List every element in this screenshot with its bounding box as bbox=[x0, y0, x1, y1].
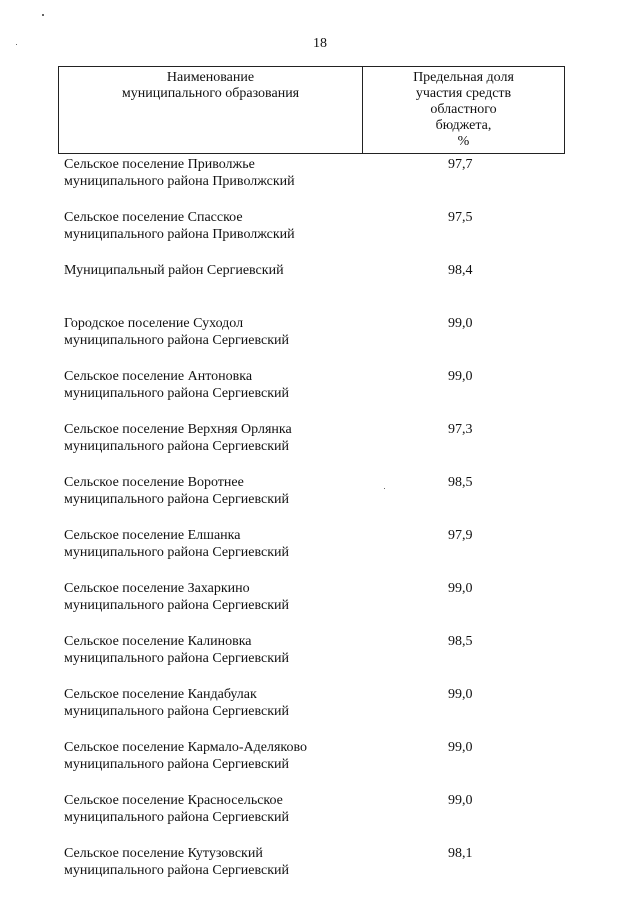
table-row bbox=[64, 421, 564, 474]
municipality-name bbox=[64, 580, 424, 614]
budget-share-value: 97,9 bbox=[448, 528, 473, 543]
municipality-name-line: муниципального района Сергиевский bbox=[64, 863, 290, 878]
municipality-name bbox=[64, 315, 424, 349]
municipality-name-line: муниципального района Сергиевский bbox=[64, 651, 290, 666]
municipality-name-line: Муниципальный район Сергиевский bbox=[64, 263, 284, 278]
municipality-name bbox=[64, 421, 424, 455]
municipality-name bbox=[64, 686, 424, 720]
municipality-name-line: Сельское поселение Елшанка bbox=[64, 528, 241, 543]
municipality-name-line: Сельское поселение Красносельское bbox=[64, 793, 283, 808]
budget-share-value: 98,4 bbox=[448, 263, 473, 278]
table-row bbox=[64, 315, 564, 368]
municipality-name-line: Сельское поселение Калиновка bbox=[64, 634, 252, 649]
municipality-name-line: муниципального района Сергиевский bbox=[64, 757, 290, 772]
municipality-name bbox=[64, 368, 424, 402]
header-budget-share bbox=[363, 67, 564, 153]
header-share-line: Предельная доля bbox=[413, 70, 514, 85]
header-municipality-name bbox=[59, 67, 363, 153]
municipality-name bbox=[64, 527, 424, 561]
municipality-name-line: муниципального района Сергиевский bbox=[64, 598, 290, 613]
municipality-name-line: Сельское поселение Антоновка bbox=[64, 369, 253, 384]
table-row bbox=[64, 845, 564, 898]
municipality-name-line: муниципального района Сергиевский bbox=[64, 333, 290, 348]
municipality-name bbox=[64, 209, 424, 243]
municipality-name bbox=[64, 845, 424, 879]
scan-speck bbox=[42, 14, 44, 16]
municipality-name-line: Сельское поселение Приволжье bbox=[64, 157, 255, 172]
budget-share-value: 99,0 bbox=[448, 316, 473, 331]
municipality-name-line: муниципального района Приволжский bbox=[64, 227, 295, 242]
table-row bbox=[64, 262, 564, 315]
municipality-name bbox=[64, 156, 424, 190]
municipality-name-line: муниципального района Сергиевский bbox=[64, 704, 290, 719]
municipality-name-line: муниципального района Сергиевский bbox=[64, 386, 290, 401]
municipality-name bbox=[64, 792, 424, 826]
header-share-line: участия средств bbox=[415, 86, 512, 101]
municipality-name-line: муниципального района Сергиевский bbox=[64, 545, 290, 560]
budget-share-value: 97,7 bbox=[448, 157, 473, 172]
budget-share-value: 98,5 bbox=[448, 634, 473, 649]
municipality-name-line: Сельское поселение Кармало-Аделяково bbox=[64, 740, 308, 755]
municipality-name bbox=[64, 739, 424, 773]
municipality-name bbox=[64, 474, 424, 508]
municipality-name-line: Сельское поселение Кандабулак bbox=[64, 687, 257, 702]
budget-share-value: 99,0 bbox=[448, 793, 473, 808]
header-name-line: муниципального образования bbox=[121, 86, 300, 101]
municipality-name-line: Сельское поселение Кутузовский bbox=[64, 846, 263, 861]
municipality-name-line: Сельское поселение Воротнее bbox=[64, 475, 244, 490]
budget-share-value: 97,3 bbox=[448, 422, 473, 437]
municipality-name-line: Сельское поселение Верхняя Орлянка bbox=[64, 422, 292, 437]
table-row bbox=[64, 209, 564, 262]
municipality-name-line: муниципального района Сергиевский bbox=[64, 492, 290, 507]
municipality-name-line: Сельское поселение Спасское bbox=[64, 210, 243, 225]
header-share-line: бюджета, bbox=[435, 118, 492, 133]
table-row bbox=[64, 633, 564, 686]
budget-share-value: 98,1 bbox=[448, 846, 473, 861]
table-body bbox=[64, 156, 564, 898]
budget-share-value: 99,0 bbox=[448, 581, 473, 596]
budget-share-value: 99,0 bbox=[448, 369, 473, 384]
budget-share-value: 99,0 bbox=[448, 687, 473, 702]
table-row bbox=[64, 527, 564, 580]
table-header bbox=[58, 66, 565, 154]
budget-share-value: 97,5 bbox=[448, 210, 473, 225]
municipality-name bbox=[64, 262, 424, 279]
table-row bbox=[64, 792, 564, 845]
municipality-name-line: Городское поселение Суходол bbox=[64, 316, 244, 331]
budget-share-value: 98,5 bbox=[448, 475, 473, 490]
municipality-name-line: муниципального района Приволжский bbox=[64, 174, 295, 189]
municipality-name-line: муниципального района Сергиевский bbox=[64, 439, 290, 454]
table-row bbox=[64, 686, 564, 739]
table-row bbox=[64, 739, 564, 792]
header-share-line: областного bbox=[430, 102, 497, 117]
table-row bbox=[64, 474, 564, 527]
table-row bbox=[64, 156, 564, 209]
header-share-line: % bbox=[457, 134, 470, 149]
budget-share-value: 99,0 bbox=[448, 740, 473, 755]
municipality-name bbox=[64, 633, 424, 667]
page-number: 18 bbox=[313, 36, 327, 51]
municipality-name-line: Сельское поселение Захаркино bbox=[64, 581, 250, 596]
header-name-line: Наименование bbox=[166, 70, 255, 85]
table-row bbox=[64, 580, 564, 633]
table-row bbox=[64, 368, 564, 421]
municipality-name-line: муниципального района Сергиевский bbox=[64, 810, 290, 825]
